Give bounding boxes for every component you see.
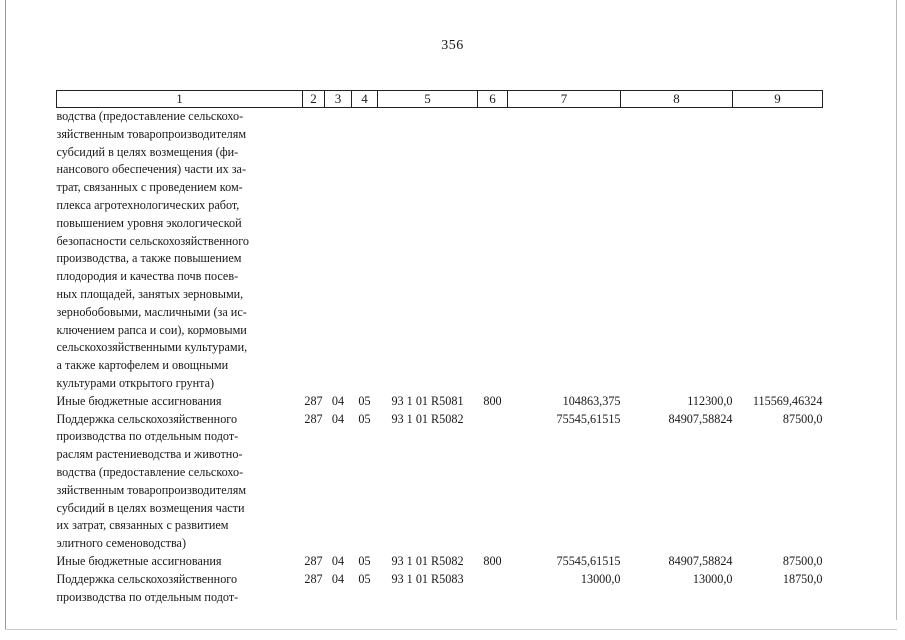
cell-target-article: 93 1 01 R5081 [391,393,464,408]
header-col-2: 2 [303,91,325,108]
header-col-4: 4 [352,91,378,108]
row-description [57,108,303,393]
text-line: Поддержка сельскохозяйственного [56,571,238,586]
table-row [57,108,823,393]
text-line: ных площадей, занятых зерновыми, [56,286,244,301]
table-row [57,393,823,411]
text-line: производства по отдельным подот- [56,429,239,444]
text-line: водства (предоставление сельскохо- [56,464,244,479]
header-col-1: 1 [57,91,303,108]
cell-amount-year-1: 75545,61515 [556,411,621,426]
text-line: водства (предоставление сельскохо- [56,109,244,123]
cell-ministry-code: 287 [304,393,323,408]
row-description [57,571,303,607]
text-line: раслям растениеводства и животно- [56,447,243,462]
header-col-6: 6 [478,91,508,108]
row-description [57,393,303,411]
cell-expense-type [478,411,508,553]
page-border-right [896,0,897,620]
cell-amount-year-2: 13000,0 [692,571,733,586]
row-description [57,411,303,553]
text-line: зяйственным товаропроизводителям [56,482,247,497]
cell-amount-year-1: 75545,61515 [556,553,621,568]
cell-amount-year-2: 84907,58824 [668,411,733,426]
cell-target-article: 93 1 01 R5082 [391,553,464,568]
cell-ministry-code: 287 [304,411,323,426]
header-col-8: 8 [621,91,733,108]
text-line: субсидий в целях возмещения части [56,500,245,515]
cell-amount-year-3: 87500,0 [782,553,823,568]
table-row [57,411,823,553]
header-col-5: 5 [378,91,478,108]
cell-expense-type [478,571,508,607]
cell-ministry-code: 287 [304,571,323,586]
cell-amount-year-1: 104863,375 [562,393,621,408]
budget-table [56,90,823,606]
cell-target-article: 93 1 01 R5083 [391,571,464,586]
text-line: Поддержка сельскохозяйственного [56,411,238,426]
text-line: Иные бюджетные ассигнования [56,553,222,568]
text-line: трат, связанных с проведением ком- [56,180,243,195]
cell-section: 04 [331,553,345,568]
cell-expense-type: 800 [483,553,502,568]
cell-section: 04 [331,393,345,408]
text-line: их затрат, связанных с развитием [56,518,229,533]
cell-amount-year-2: 84907,58824 [668,553,733,568]
text-line: Иные бюджетные ассигнования [56,393,222,408]
text-line: производства по отдельным подот- [56,589,239,604]
header-col-3: 3 [325,91,352,108]
cell-subsection: 05 [358,411,371,426]
row-description [57,553,303,571]
cell-section: 04 [331,571,345,586]
text-line: а также картофелем и овощными [56,358,229,373]
cell-subsection: 05 [358,553,371,568]
cell-amount-year-3: 87500,0 [782,411,823,426]
header-row [57,91,823,108]
text-line: сельскохозяйственными культурами, [56,340,248,355]
page-border-bottom [5,629,897,630]
cell-target-article: 93 1 01 R5082 [391,411,464,426]
header-col-9: 9 [733,91,823,108]
cell-amount-year-2: 112300,0 [687,393,733,408]
page-border-left [5,0,6,630]
table-row [57,571,823,607]
text-line: нансового обеспечения) части их за- [56,162,247,177]
cell-section: 04 [331,411,345,426]
cell-expense-type: 800 [483,393,502,408]
table-row [57,553,823,571]
cell-subsection: 05 [358,571,371,586]
text-line: элитного семеноводства) [56,536,187,551]
text-line: зяйственным товаропроизводителям [56,126,247,141]
text-line: производства, а также повышением [56,251,242,266]
text-line: плодородия и качества почв посев- [56,269,239,284]
cell-subsection: 05 [358,393,371,408]
cell-ministry-code: 287 [304,553,323,568]
cell-amount-year-3: 18750,0 [782,571,823,586]
page-number: 356 [441,38,464,53]
text-line: безопасности сельскохозяйственного [56,233,250,248]
text-line: повышением уровня экологической [56,215,242,230]
text-line: зернобобовыми, масличными (за ис- [56,304,247,319]
text-line: субсидий в целях возмещения (фи- [56,144,239,159]
text-line: культурами открытого грунта) [56,375,215,390]
text-line: плекса агротехнологических работ, [56,197,240,212]
cell-amount-year-3: 115569,46324 [752,393,823,408]
text-line: ключением рапса и сои), кормовыми [56,322,247,337]
header-col-7: 7 [508,91,621,108]
cell-amount-year-1: 13000,0 [580,571,621,586]
